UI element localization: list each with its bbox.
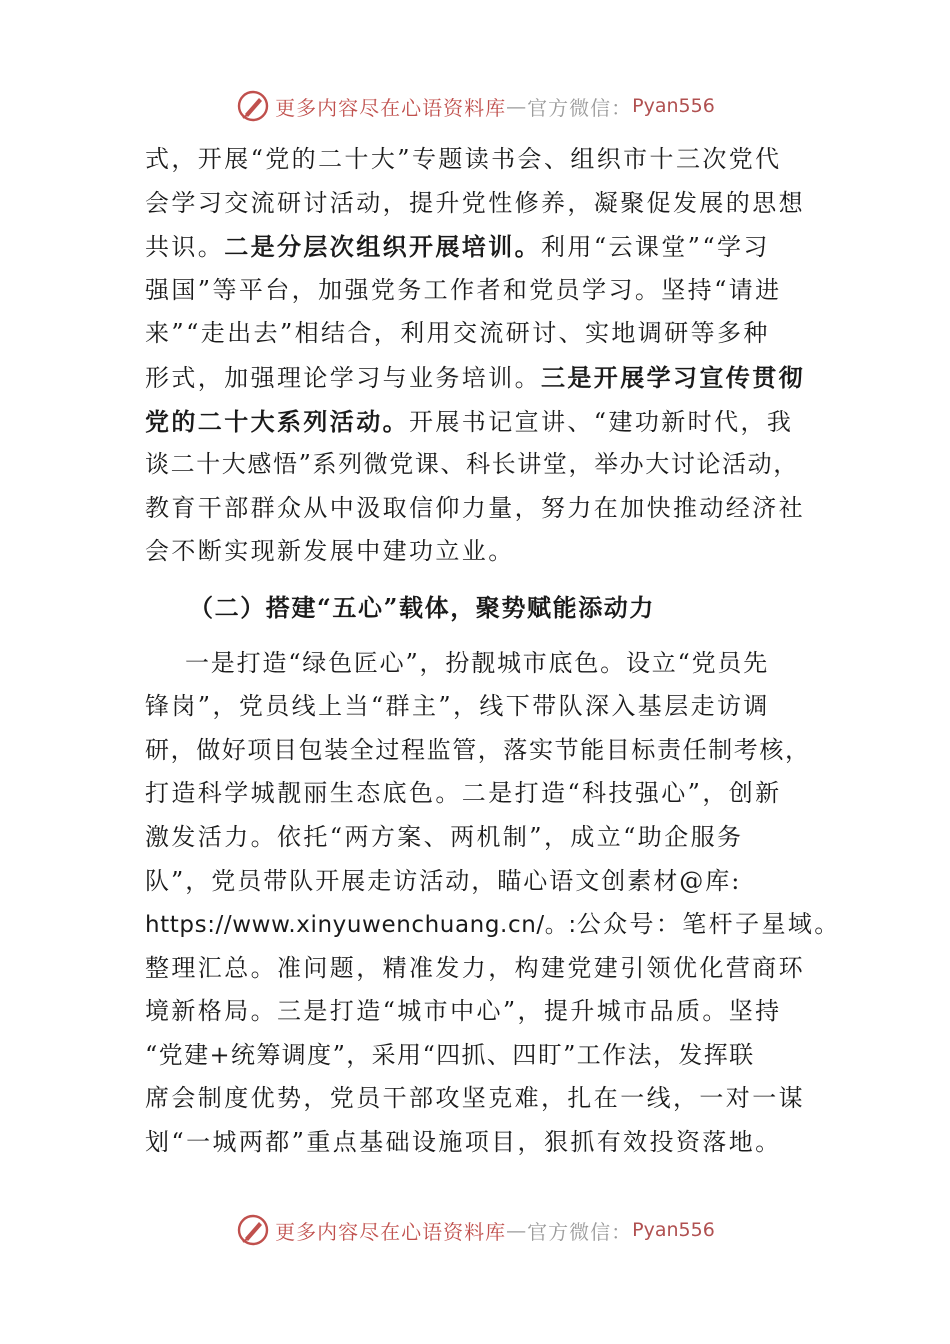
text-run: 利用“云课堂”“学习 [541,233,770,262]
bold-text-run: 党的二十大系列活动。 [145,406,409,436]
text-line [145,400,805,444]
text-line [145,225,805,269]
text-run: 形式，加强理论学习与业务培训。 [145,363,541,392]
text-line: 会学习交流研讨活动，提升党性修养，凝聚促发展的思想 [145,188,805,217]
footer-banner [0,1208,950,1252]
banner-wechat-id: Pyan556 [632,1219,715,1241]
text-run: 开展书记宣讲、“建功新时代，我 [409,407,794,436]
banner-site-name: 更多内容尽在心语资料库 [275,95,507,120]
text-run: 共识。 [145,233,225,262]
text-line: 激发活力。依托“两方案、两机制”，成立“助企服务 [145,822,744,851]
text-line: 打造科学城靓丽生态底色。二是打造“科技强心”，创新 [145,779,782,808]
text-run: 公众号：笔杆子星域。 [576,910,841,939]
url-link-text[interactable]: https://www.xinyuwenchuang.cn/。: [145,912,577,939]
text-line: 谈二十大感悟”系列微党课、科长讲堂，举办大讨论活动， [145,450,799,479]
text-line [145,356,805,400]
text-line: 锋岗”，党员线上当“群主”，线下带队深入基层走访调 [145,692,770,721]
text-line: 队”，党员带队开展走访活动，瞄心语文创素材@库: [145,866,742,895]
document-body [145,138,841,1165]
text-line: “党建+统筹调度”，采用“四抓、四盯”工作法，发挥联 [145,1040,755,1069]
text-line: 划“一城两都”重点基础设施项目，狠抓有效投资落地。 [145,1128,782,1157]
text-line: 一是打造“绿色匠心”，扮靓城市底色。设立“党员先 [185,648,770,677]
text-line: 研，做好项目包装全过程监管，落实节能目标责任制考核， [145,735,811,764]
text-line: 境新格局。三是打造“城市中心”，提升城市品质。坚持 [145,997,782,1026]
pen-circle-logo-icon [235,1212,271,1248]
text-line: 席会制度优势，党员干部攻坚克难，扎在一线，一对一谋 [145,1084,805,1113]
text-line: 教育干部群众从中汲取信仰力量，努力在加快推动经济社 [145,493,805,522]
section-heading: （二）搭建“五心”载体，聚势赋能添动力 [189,592,656,622]
text-line: 整理汇总。准问题，精准发力，构建党建引领优化营商环 [145,953,805,982]
pen-circle-logo-icon [235,88,271,124]
banner-dash: — [506,94,528,118]
text-line: 来”“走出去”相结合，利用交流研讨、实地调研等多种 [145,319,770,348]
bold-text-run: 三是开展学习宣传贯彻 [541,362,805,392]
header-banner [0,84,950,128]
text-line: 会不断实现新发展中建功立业。 [145,537,515,566]
banner-wechat-label: 官方微信： [527,1219,633,1244]
text-line: 式，开展“党的二十大”专题读书会、组织市十三次党代 [145,145,782,173]
text-line: 强国”等平台，加强党务工作者和党员学习。坚持“请进 [145,275,782,304]
banner-site-name: 更多内容尽在心语资料库 [275,1219,507,1244]
bold-text-run: 二是分层次组织开展培训。 [224,232,542,262]
banner-dash: — [506,1218,528,1242]
banner-wechat-label: 官方微信： [527,95,633,120]
banner-wechat-id: Pyan556 [632,95,715,117]
text-line-url [145,903,841,947]
